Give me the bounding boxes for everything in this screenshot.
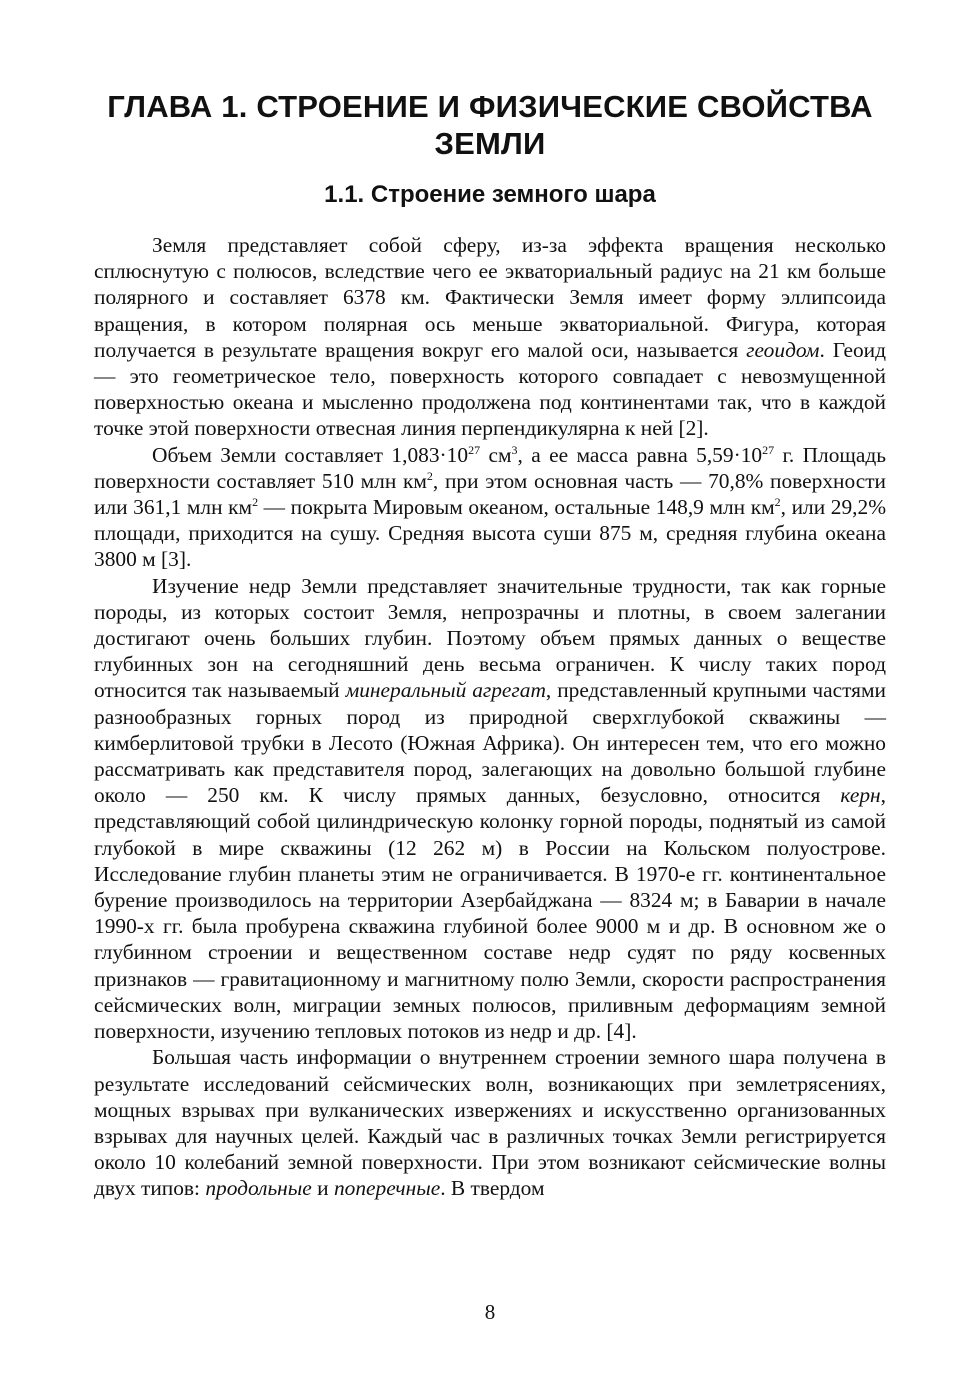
superscript: 27 xyxy=(762,442,775,457)
superscript: 27 xyxy=(468,442,481,457)
text-run: — покрыта Мировым океаном, остальные 148,9 млн км xyxy=(258,495,775,520)
term-core-sample: керн xyxy=(840,783,881,808)
text-run: , а ее масса равна 5,59·10 xyxy=(517,442,763,467)
page-number: 8 xyxy=(484,1300,496,1324)
paragraph-earth-interior-study xyxy=(94,573,886,1045)
text-run: см xyxy=(480,442,512,467)
text-run: Большая часть информации о внутреннем строении земного шара получена в результате исследований сейсмических волн, возникающих при землетрясениях, мощных взрывах при вулканических извержениях и искусственно организованных взрывах для научных целей. Каждый час в различных точках Земли регистрируется около 10 колебаний земной поверхности. При этом возникают сейсмические волны двух типов: xyxy=(94,1045,886,1201)
section-title: 1.1. Строение земного шара xyxy=(324,181,656,208)
text-run: . Геоид — это геометрическое тело, поверхность которого совпадает с невозмущенной поверхностью океана и мысленно продолжена под континентами так, что в каждой точке этой поверхности отвесная линия перпендикулярна к ней [2]. xyxy=(94,337,887,441)
text-run: . В твердом xyxy=(440,1176,545,1201)
term-transverse: поперечные xyxy=(333,1176,441,1201)
text-run: , или 29,2% площади, приходится на сушу. Средняя высота суши 875 м, средняя глубина океана 3800 м [3]. xyxy=(94,495,887,572)
paragraph-earth-shape xyxy=(94,232,886,442)
term-geoid: геоидом xyxy=(746,337,820,362)
text-run: , при этом основная часть — 70,8% поверхности или 361,1 млн км xyxy=(94,468,886,520)
superscript: 2 xyxy=(774,494,781,509)
text-run: и xyxy=(311,1176,334,1201)
text-run: г. Площадь поверхности составляет 510 млн км xyxy=(94,442,887,493)
paragraph-seismic-waves xyxy=(94,1044,886,1201)
chapter-title-line-1: ГЛАВА 1. СТРОЕНИЕ И ФИЗИЧЕСКИЕ СВОЙСТВА xyxy=(107,89,873,124)
chapter-title xyxy=(94,88,886,162)
text-run: Изучение недр Земли представляет значительные трудности, так как горные породы, из которых состоит Земля, непрозрачны и плотны, в своем залегании достигают очень больших глубин. Поэтому объем прямых данных о веществе глубинных зон на сегодняшний день весьма ограничен. К числу таких пород относится так называемый xyxy=(94,573,886,703)
text-run: , представленный крупными частями разнообразных горных пород из природной сверхглубокой скважины — кимберлитовой трубки в Лесото (Южная Африка). Он интересен тем, что его можно рассматривать как представителя пород, залегающих на довольно большой глубине около — 250 км. К числу прямых данных, безусловно, относится xyxy=(94,678,887,808)
term-mineral-aggregate: минеральный агрегат xyxy=(345,678,546,703)
superscript: 2 xyxy=(426,468,433,483)
chapter-title-line-2: ЗЕМЛИ xyxy=(434,126,546,161)
text-run: Земля представляет собой сферу, из-за эффекта вращения несколько сплюснутую с полюсов, вследствие чего ее экваториальный радиус на 21 км больше полярного и составляет 6378 км. Фактически Земля имеет форму эллипсоида вращения, в котором полярная ось меньше экваториальной. Фигура, которая получается в результате вращения вокруг его малой оси, называется xyxy=(94,233,886,362)
paragraph-earth-volume xyxy=(94,442,886,573)
text-run: , представляющий собой цилиндрическую колонку горной породы, поднятый из самой глубокой в мире скважины (12 262 м) в России на Кольском полуострове. Исследование глубин планеты этим не ограничивается. В 1970-е гг. континентальное бурение производилось на территории Азербайджана — 8324 м; в Баварии в начале 1990-х гг. была пробурена скважина глубиной более 9000 м и др. В основном же о глубинном строении и вещественном составе недр судят по ряду косвенных признаков — гравитационному и магнитному полю Земли, скорости распространения сейсмических волн, миграции земных полюсов, приливным деформациям земной поверхности, изучению тепловых потоков из недр и др. [4]. xyxy=(94,783,886,1044)
term-longitudinal: продольные xyxy=(205,1176,312,1201)
superscript: 2 xyxy=(252,494,259,509)
body-text xyxy=(94,232,886,1202)
superscript: 3 xyxy=(511,442,518,457)
text-run: Объем Земли составляет 1,083·10 xyxy=(152,442,469,467)
